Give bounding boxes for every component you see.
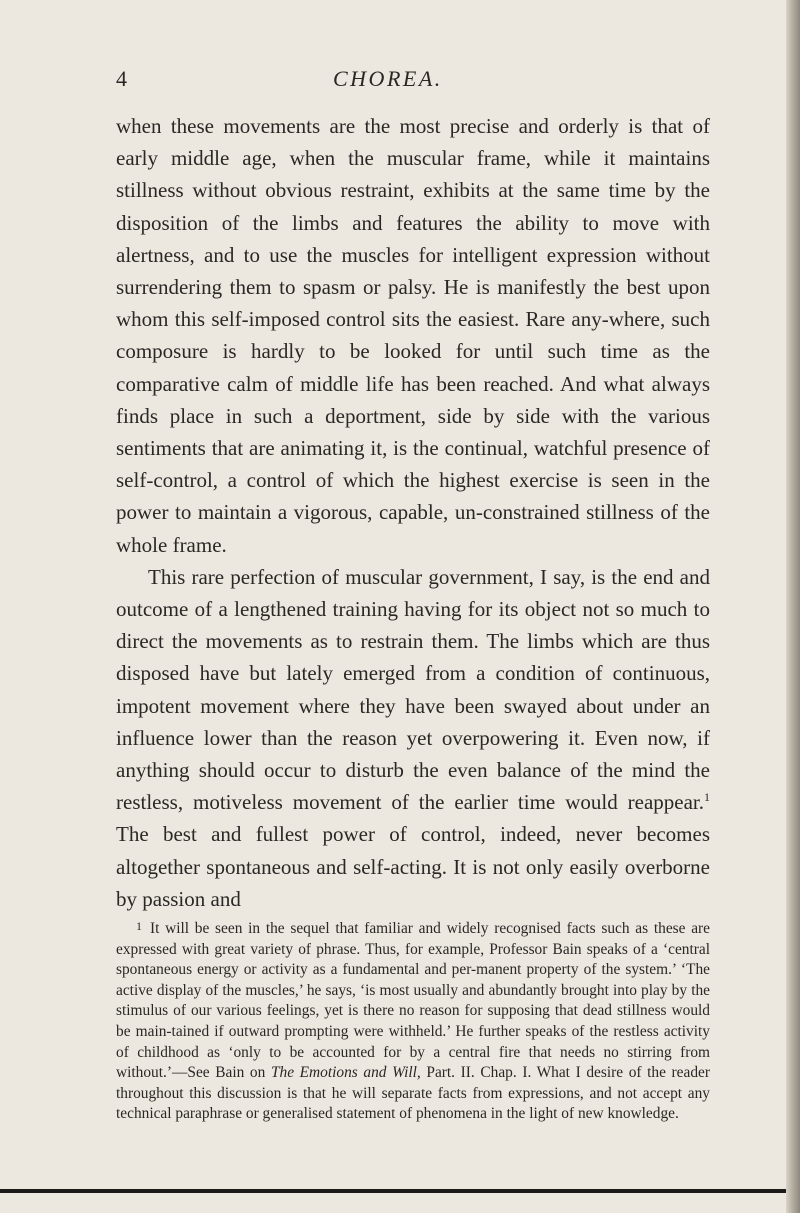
footnote: [116, 916, 710, 1125]
footnote-text-a: It will be seen in the sequel that familiar and widely recognised facts such as these are expressed with great variety of phrase. Thus, for example, Professor Bain speaks of a ‘central spontaneous energy or activity as a fundamental and per-manent property of the system.’ ‘The active display of the muscles,’ he says, ‘is most usually and abundantly brought into play by the stimulus of our various feelings, yet is there no reason for supposing that dead stillness would be main-tained if outward prompting were withheld.’ He further speaks of the restless activity of childhood as ‘only to be accounted for by a central fire that needs no stirring from without.’—See Bain on: [116, 920, 710, 1082]
page-edge-shadow: [786, 0, 800, 1213]
footnote-work-title: The Emotions and Will,: [270, 1064, 421, 1082]
footnote-number: 1: [136, 919, 142, 933]
body-text: [116, 110, 710, 915]
paragraph-2-part-b: The best and fullest power of control, indeed, never becomes altogether spontaneous and self-acting. It is not only easily overborne by passion and: [116, 822, 710, 911]
running-head: CHOREA.: [333, 66, 443, 91]
paragraph-2: [116, 561, 710, 915]
paragraph-1: when these movements are the most precise and orderly is that of early middle age, when the muscular frame, while it maintains stillness without obvious restraint, exhibits at the same time by the disposition of the limbs and features the ability to move with alertness, and to use the muscles for intelligent expression without surrendering them to spasm or palsy. He is manifestly the best upon whom this self-imposed control sits the easiest. Rare any-where, such composure is hardly to be looked for until such time as the comparative calm of middle life has been reached. And what always finds place in such a deportment, side by side with the various sentiments that are animating it, is the continual, watchful presence of self-control, a control of which the highest exercise is seen in the power to maintain a vigorous, capable, un-constrained stillness of the whole frame.: [116, 114, 710, 557]
page-number: 4: [116, 66, 127, 91]
paragraph-2-part-a: This rare perfection of muscular government, I say, is the end and outcome of a lengthened training having for its object not so much to direct the movements as to restrain them. The limbs which are thus disposed have but lately emerged from a condition of continuous, impotent movement where they have been swayed about under an influence lower than the reason yet overpowering it. Even now, if anything should occur to disturb the even balance of the mind the restless, motiveless movement of the earlier time would reappear.: [116, 564, 710, 815]
bottom-rule: [0, 1189, 786, 1193]
page-header: [0, 66, 786, 96]
footnote-marker: 1: [704, 790, 710, 805]
footnote-text-b: Part. II. Chap. I. What I desire of the reader throughout this discussion is that he will separate facts from expressions, and not accept any technical paraphrase or generalised statement of phenomena in the light of new knowledge.: [116, 1064, 710, 1123]
